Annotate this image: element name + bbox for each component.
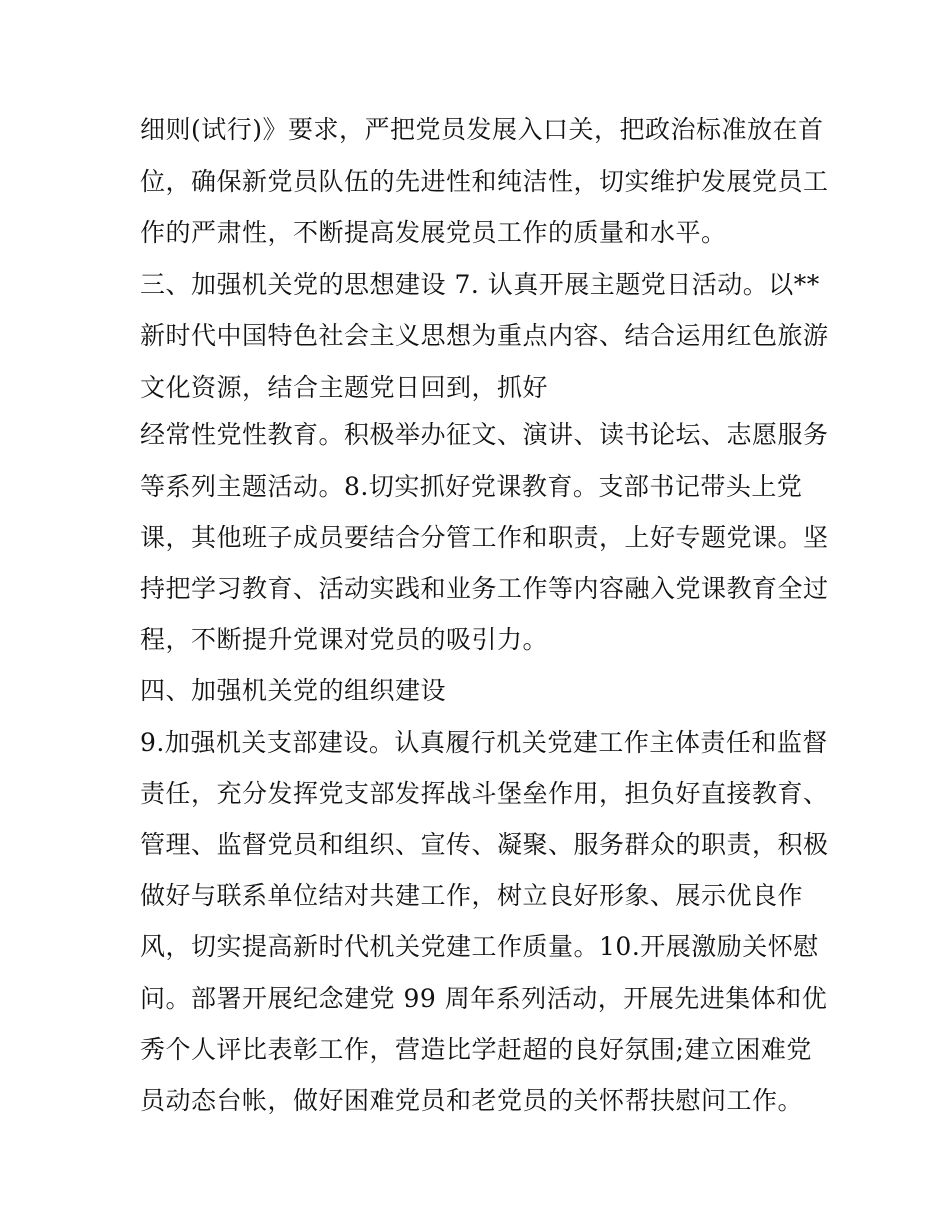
text-line: 员动态台帐，做好困难党员和老党员的关怀帮扶慰问工作。 — [140, 1086, 804, 1115]
text-line: 秀个人评比表彰工作，营造比学赶超的良好氛围;建立困难党 — [140, 1035, 812, 1064]
text-line: 风，切实提高新时代机关党建工作质量。10.开展激励关怀慰 — [140, 932, 819, 961]
text-line: 课，其他班子成员要结合分管工作和职责，上好专题党课。坚 — [140, 523, 829, 552]
text-line: 问。部署开展纪念建党 99 周年系列活动，开展先进集体和优 — [140, 984, 828, 1013]
text-line: 经常性党性教育。积极举办征文、演讲、读书论坛、志愿服务 — [140, 420, 829, 449]
text-line: 等系列主题活动。8.切实抓好党课教育。支部书记带头上党 — [140, 472, 803, 501]
text-line: 做好与联系单位结对共建工作，树立良好形象、展示优良作 — [140, 881, 804, 910]
text-line: 持把学习教育、活动实践和业务工作等内容融入党课教育全过 — [140, 574, 829, 603]
text-line: 位，确保新党员队伍的先进性和纯洁性，切实维护发展党员工 — [140, 167, 829, 196]
text-line: 作的严肃性，不断提高发展党员工作的质量和水平。 — [140, 218, 727, 247]
text-line: 责任，充分发挥党支部发挥战斗堡垒作用，担负好直接教育、 — [140, 779, 829, 808]
text-line: 新时代中国特色社会主义思想为重点内容、结合运用红色旅游 — [140, 321, 829, 350]
text-line: 9.加强机关支部建设。认真履行机关党建工作主体责任和监督 — [140, 728, 828, 757]
text-line: 文化资源，结合主题党日回到，抓好 — [140, 373, 549, 402]
section-heading-4: 四、加强机关党的组织建设 — [140, 676, 447, 705]
text-line: 细则(试行)》要求，严把党员发展入口关，把政治标准放在首 — [140, 115, 824, 144]
text-line: 程，不断提升党课对党员的吸引力。 — [140, 625, 549, 654]
text-line: 管理、监督党员和组织、宣传、凝聚、服务群众的职责，积极 — [140, 830, 829, 859]
section-heading-3: 三、加强机关党的思想建设 7. 认真开展主题党日活动。以** — [140, 270, 820, 299]
